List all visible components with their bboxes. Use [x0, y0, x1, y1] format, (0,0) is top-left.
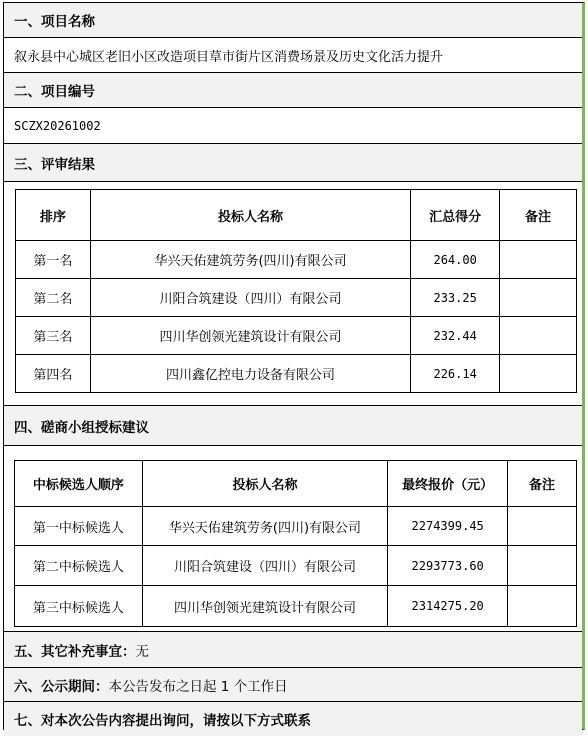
bidder-name-cell: 华兴天佑建筑劳务(四川)有限公司 — [142, 507, 387, 546]
candidate-order-cell: 第二中标候选人 — [15, 546, 143, 586]
bidder-name-cell: 川阳合筑建设（四川）有限公司 — [90, 279, 410, 317]
section-contact-heading — [4, 702, 582, 736]
bidder-name-cell: 四川鑫亿控电力设备有限公司 — [90, 355, 410, 393]
award-suggestion-table — [14, 460, 577, 627]
column-header: 排序 — [16, 190, 91, 241]
section-project-number-heading — [4, 73, 582, 108]
bidder-name-cell: 四川华创领光建筑设计有限公司 — [90, 317, 410, 355]
candidate-order-cell: 第三中标候选人 — [15, 586, 143, 627]
project-name-row — [4, 38, 582, 73]
award-suggestion-table-area — [4, 446, 582, 632]
section-title: 二、项目编号 — [14, 84, 95, 100]
score-cell: 264.00 — [411, 241, 500, 279]
section-title: 四、磋商小组授标建议 — [14, 419, 149, 436]
table-header-row — [15, 461, 577, 507]
project-name: 叙永县中心城区老旧小区改造项目草市街片区消费场景及历史文化活力提升 — [14, 49, 444, 65]
remark-cell — [500, 279, 577, 317]
section-other-matters — [4, 632, 582, 668]
project-number: SCZX20261002 — [14, 118, 101, 133]
final-price-cell: 2293773.60 — [388, 546, 508, 586]
column-header: 最终报价（元） — [388, 461, 508, 507]
column-header: 备注 — [500, 190, 577, 241]
column-header: 投标人名称 — [142, 461, 387, 507]
table-row — [16, 241, 577, 279]
section-title: 五、其它补充事宜： — [14, 643, 136, 660]
bidder-name-cell: 川阳合筑建设（四川）有限公司 — [142, 546, 387, 586]
table-row — [16, 317, 577, 355]
table-row — [15, 507, 577, 546]
publicity-period-value: 本公告发布之日起 1 个工作日 — [108, 678, 288, 695]
score-cell: 226.14 — [411, 355, 500, 393]
column-header: 投标人名称 — [90, 190, 410, 241]
remark-cell — [508, 507, 577, 546]
project-number-row — [4, 108, 582, 144]
announcement-document — [3, 2, 585, 730]
table-header-row — [16, 190, 577, 241]
table-row — [15, 546, 577, 586]
remark-cell — [508, 546, 577, 586]
table-row — [16, 355, 577, 393]
final-price-cell: 2274399.45 — [388, 507, 508, 546]
column-header: 备注 — [508, 461, 577, 507]
section-title: 三、评审结果 — [14, 156, 95, 173]
candidate-order-cell: 第一中标候选人 — [15, 507, 143, 546]
remark-cell — [500, 241, 577, 279]
rank-cell: 第三名 — [16, 317, 91, 355]
section-title: 一、项目名称 — [14, 14, 95, 30]
score-cell: 232.44 — [411, 317, 500, 355]
rank-cell: 第四名 — [16, 355, 91, 393]
section-publicity-period — [4, 668, 582, 702]
review-result-table — [15, 189, 577, 393]
section-project-name-heading — [4, 3, 582, 38]
column-header: 中标候选人顺序 — [15, 461, 143, 507]
bidder-name-cell: 华兴天佑建筑劳务(四川)有限公司 — [90, 241, 410, 279]
column-header: 汇总得分 — [411, 190, 500, 241]
section-award-suggestion-heading — [4, 406, 582, 446]
section-title: 七、对本次公告内容提出询问，请按以下方式联系 — [14, 713, 311, 729]
score-cell: 233.25 — [411, 279, 500, 317]
remark-cell — [508, 586, 577, 627]
remark-cell — [500, 355, 577, 393]
bidder-name-cell: 四川华创领光建筑设计有限公司 — [142, 586, 387, 627]
other-matters-value: 无 — [135, 643, 149, 660]
remark-cell — [500, 317, 577, 355]
rank-cell: 第一名 — [16, 241, 91, 279]
section-review-result-heading — [4, 144, 582, 182]
final-price-cell: 2314275.20 — [388, 586, 508, 627]
table-row — [15, 586, 577, 627]
section-title: 六、公示期间： — [14, 678, 109, 695]
review-result-table-area — [4, 182, 582, 406]
table-row — [16, 279, 577, 317]
rank-cell: 第二名 — [16, 279, 91, 317]
